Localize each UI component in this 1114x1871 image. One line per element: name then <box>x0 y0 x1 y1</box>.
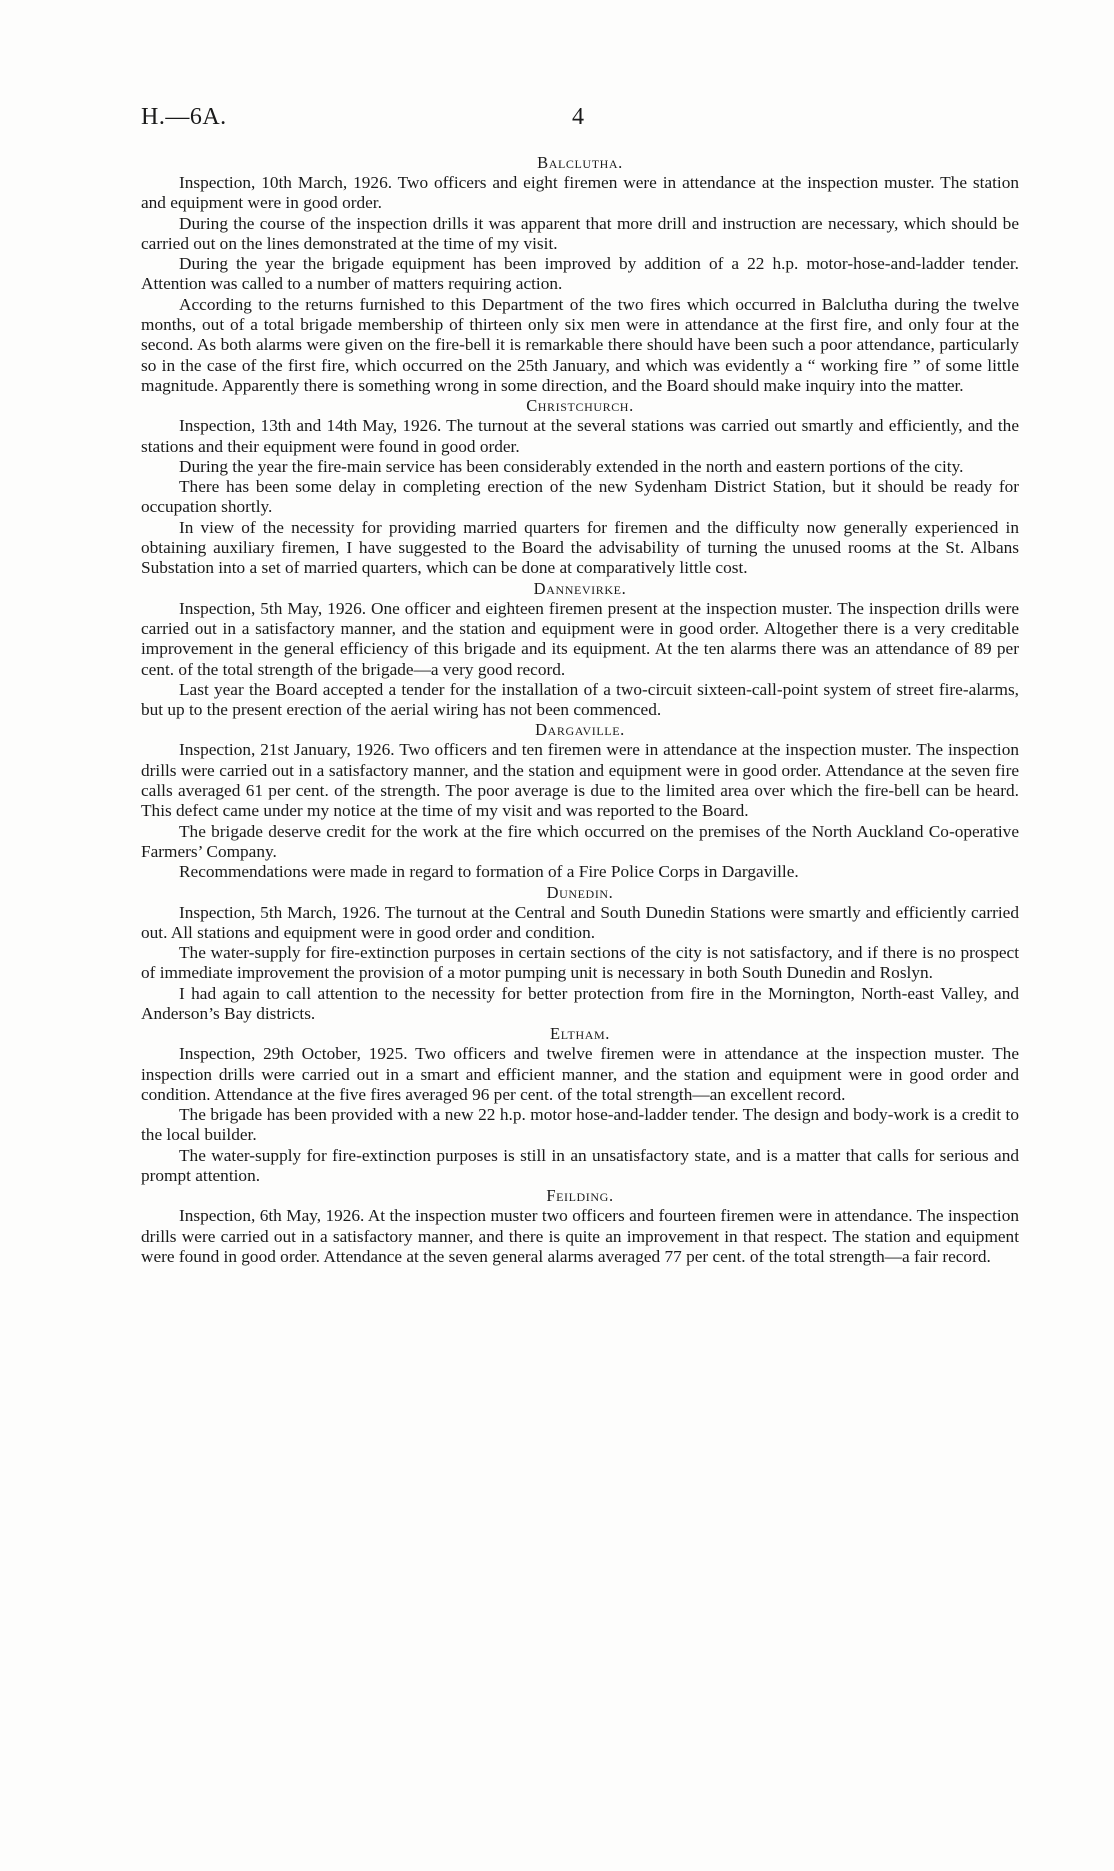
section-dunedin <box>141 883 1019 1025</box>
section-heading: Balclutha. <box>537 153 623 172</box>
paragraph: Inspection, 5th March, 1926. The turnout at the Central and South Dunedin Stations were smartly and efficiently carried out. All stations and equipment were in good order and condition. <box>141 902 1019 942</box>
section-heading: Eltham. <box>550 1024 610 1044</box>
paragraph: Inspection, 10th March, 1926. Two officers and eight firemen were in attendance at the inspection muster. The station and equipment were in good order. <box>141 173 1019 213</box>
page-number: 4 <box>572 104 584 130</box>
paragraph: Last year the Board accepted a tender for the installation of a two-circuit sixteen-call-point system of street fire-alarms, but up to the present erection of the aerial wiring has not been commenced. <box>141 679 1019 720</box>
section-heading: Christchurch. <box>526 396 634 416</box>
paragraph: Inspection, 6th May, 1926. At the inspection muster two officers and fourteen firemen were in attendance. The inspection drills were carried out in a satisfactory manner, and there is quite an improvement in that respect. The station and equipment were found in good order. Attendance at the seven general alarms averaged 77 per cent. of the total strength—a fair record. <box>141 1206 1019 1266</box>
section-feilding <box>141 1186 1019 1267</box>
paragraph: In view of the necessity for providing married quarters for firemen and the difficulty now generally experienced in obtaining auxiliary firemen, I have suggested to the Board the advisability of turning the unused rooms at the St. Albans Substation into a set of married quarters, which can be done at comparatively little cost. <box>141 517 1019 578</box>
section-balclutha <box>141 153 1019 396</box>
paragraph: According to the returns furnished to this Department of the two fires which occurred in Balclutha during the twelve months, out of a total brigade membership of thirteen only six men were in attendance at the first fire, and only four at the second. As both alarms were given on the fire-bell it is remarkable there should have been such a poor attendance, particularly so in the case of the first fire, which occurred on the 25th January, and which was evidently a “ working fire ” of some little magnitude. Apparently there is something wrong in some direction, and the Board should make inquiry into the matter. <box>141 294 1019 395</box>
section-heading: Dunedin. <box>546 882 614 902</box>
document-identifier: H.—6A. <box>141 104 227 130</box>
section-heading: Dargaville. <box>535 720 625 740</box>
section-heading: Dannevirke. <box>533 578 627 598</box>
paragraph: Inspection, 5th May, 1926. One officer and eighteen firemen present at the inspection muster. The inspection drills were carried out in a satisfactory manner, and the station and equipment were in good order. Altogether there is a very creditable improvement in the general efficiency of this brigade and its equipment. At the ten alarms there was an attendance of 89 per cent. of the total strength of the brigade—a very good record. <box>141 598 1019 679</box>
section-christchurch <box>141 396 1019 578</box>
paragraph: During the year the fire-main service has been considerably extended in the north and eastern portions of the city. <box>179 456 964 476</box>
paragraph: Inspection, 29th October, 1925. Two officers and twelve firemen were in attendance at the inspection muster. The inspection drills were carried out in a smart and efficient manner, and the station and equipment were in good order and condition. Attendance at the five fires averaged 96 per cent. of the total strength—an excellent record. <box>141 1044 1019 1104</box>
paragraph: The brigade deserve credit for the work at the fire which occurred on the premises of the North Auckland Co-operative Farmers’ Company. <box>141 821 1019 861</box>
paragraph: The water-supply for fire-extinction purposes is still in an unsatisfactory state, and is a matter that calls for serious and prompt attention. <box>141 1145 1019 1186</box>
paragraph: During the course of the inspection drills it was apparent that more drill and instruction are necessary, which should be carried out on the lines demonstrated at the time of my visit. <box>141 213 1019 253</box>
section-dargaville <box>141 720 1019 882</box>
paragraph: Inspection, 13th and 14th May, 1926. The turnout at the several stations was carried out smartly and efficiently, and the stations and their equipment were found in good order. <box>141 416 1019 456</box>
paragraph: Recommendations were made in regard to formation of a Fire Police Corps in Dargaville. <box>179 862 799 882</box>
paragraph: I had again to call attention to the necessity for better protection from fire in the Mornington, North-east Valley, and Anderson’s Bay districts. <box>141 983 1019 1023</box>
paragraph: The brigade has been provided with a new 22 h.p. motor hose-and-ladder tender. The design and body-work is a credit to the local builder. <box>141 1105 1019 1145</box>
paragraph: There has been some delay in completing erection of the new Sydenham District Station, but it should be ready for occupation shortly. <box>141 477 1019 517</box>
paragraph: During the year the brigade equipment has been improved by addition of a 22 h.p. motor-hose-and-ladder tender. Attention was called to a number of matters requiring action. <box>141 254 1019 294</box>
report-body <box>141 153 1019 1267</box>
section-eltham <box>141 1024 1019 1186</box>
paragraph: The water-supply for fire-extinction purposes in certain sections of the city is not satisfactory, and if there is no prospect of immediate improvement the provision of a motor pumping unit is necessary in both South Dunedin and Roslyn. <box>141 943 1019 983</box>
section-dannevirke <box>141 579 1019 721</box>
paragraph: Inspection, 21st January, 1926. Two officers and ten firemen were in attendance at the inspection muster. The inspection drills were carried out in a satisfactory manner, and the station and equipment were in good order. Attendance at the seven fire calls averaged 61 per cent. of the strength. The poor average is due to the limited area over which the fire-bell can be heard. This defect came under my notice at the time of my visit and was reported to the Board. <box>141 740 1019 821</box>
section-heading: Feilding. <box>546 1186 614 1206</box>
